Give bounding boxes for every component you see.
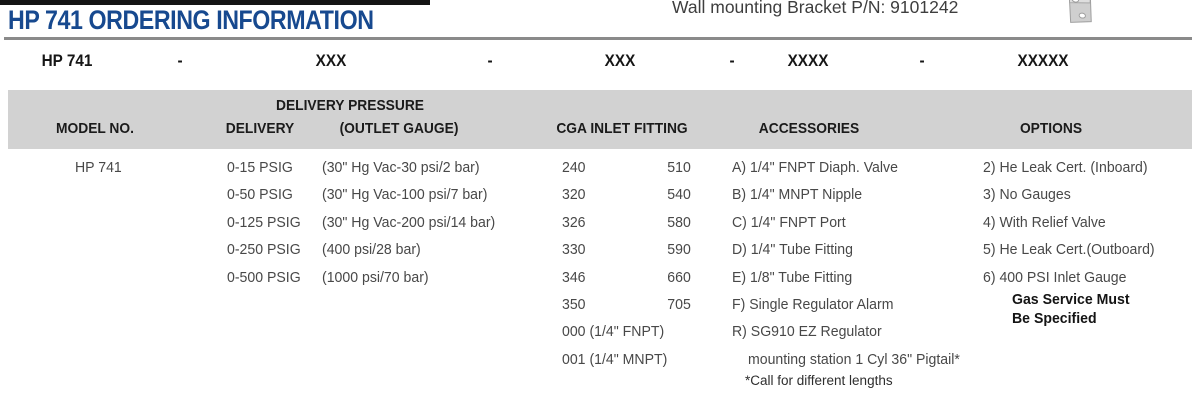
pn-cga-placeholder: XXX: [604, 51, 636, 70]
outlet-gauge-column: [322, 154, 495, 291]
cga-row: [562, 264, 691, 291]
cga-column: [562, 154, 691, 373]
outlet-gauge-value: (400 psi/28 bar): [322, 241, 421, 259]
cga-value: 705: [667, 296, 691, 314]
header-outlet-gauge: (OUTLET GAUGE): [339, 120, 459, 137]
delivery-value: 0-125 PSIG: [227, 213, 301, 231]
accessory-item: D) 1/4" Tube Fitting: [732, 241, 853, 259]
cga-fitting-option: 000 (1/4" FNPT): [562, 323, 665, 341]
cga-row: [562, 154, 691, 181]
cga-value: 240: [562, 159, 586, 176]
accessories-column: [732, 154, 960, 373]
delivery-value: 0-250 PSIG: [227, 241, 301, 259]
header-cga-inlet-fitting: CGA INLET FITTING: [556, 120, 688, 137]
header-model-no: MODEL NO.: [56, 120, 134, 137]
accessories-footnote: *Call for different lengths: [745, 373, 893, 388]
cga-row: [562, 181, 691, 208]
gas-service-note-line: Gas Service Must: [1012, 291, 1130, 308]
cga-value: 510: [667, 159, 691, 176]
pn-model: HP 741: [41, 51, 93, 70]
option-item: 5) He Leak Cert.(Outboard): [983, 241, 1155, 259]
delivery-column: [227, 154, 301, 291]
outlet-gauge-value: (30" Hg Vac-30 psi/2 bar): [322, 159, 480, 176]
wall-bracket-note: Wall mounting Bracket P/N: 9101242: [672, 0, 959, 17]
option-item: 4) With Relief Valve: [983, 213, 1106, 231]
delivery-value: 0-500 PSIG: [227, 268, 301, 286]
header-delivery: DELIVERY: [225, 120, 295, 137]
accessory-item: C) 1/4" FNPT Port: [732, 213, 846, 231]
outlet-gauge-value: (30" Hg Vac-100 psi/7 bar): [322, 186, 488, 204]
pn-options-placeholder: XXXXX: [1017, 51, 1069, 70]
header-options: OPTIONS: [1019, 120, 1083, 137]
outlet-gauge-value: (1000 psi/70 bar): [322, 268, 429, 286]
cga-value: 350: [562, 296, 586, 314]
delivery-value: 0-15 PSIG: [227, 159, 293, 176]
cga-value: 660: [667, 268, 691, 286]
cga-row: [562, 291, 691, 318]
outlet-gauge-value: (30" Hg Vac-200 psi/14 bar): [322, 213, 496, 231]
pn-dash-3: -: [729, 51, 735, 70]
pn-delivery-placeholder: XXX: [315, 51, 347, 70]
model-column: [75, 154, 122, 181]
accessory-item: B) 1/4" MNPT Nipple: [732, 186, 863, 204]
option-item: 3) No Gauges: [983, 186, 1071, 204]
cga-row: [562, 209, 691, 236]
options-column: [983, 154, 1155, 291]
table-header-band: [8, 90, 1192, 149]
pn-dash-1: -: [177, 51, 183, 70]
pn-dash-4: -: [919, 51, 925, 70]
title-divider-rule: [4, 37, 1192, 40]
wall-bracket-icon: [1046, 0, 1103, 36]
cga-value: 346: [562, 268, 586, 286]
cga-value: 580: [667, 213, 691, 231]
model-value: HP 741: [75, 159, 122, 176]
gas-service-note-line: Be Specified: [1012, 310, 1097, 327]
cga-row: [562, 236, 691, 263]
option-item: 2) He Leak Cert. (Inboard): [983, 159, 1148, 176]
cga-value: 326: [562, 213, 586, 231]
accessory-item: A) 1/4" FNPT Diaph. Valve: [732, 159, 898, 176]
header-delivery-pressure-group: DELIVERY PRESSURE: [275, 97, 425, 114]
gas-service-note: [1012, 290, 1130, 328]
page-title: HP 741 ORDERING INFORMATION: [8, 5, 374, 35]
cga-value: 320: [562, 186, 586, 204]
cga-value: 330: [562, 241, 586, 259]
header-accessories: ACCESSORIES: [758, 120, 860, 137]
accessory-item: E) 1/8" Tube Fitting: [732, 268, 853, 286]
cga-fitting-option: 001 (1/4" MNPT): [562, 350, 668, 368]
accessory-item-continuation: mounting station 1 Cyl 36" Pigtail*: [747, 350, 960, 368]
cga-value: 540: [667, 186, 691, 204]
accessory-item: F) Single Regulator Alarm: [732, 296, 894, 314]
pn-dash-2: -: [487, 51, 493, 70]
accessory-item: R) SG910 EZ Regulator: [732, 323, 882, 341]
delivery-value: 0-50 PSIG: [227, 186, 293, 204]
option-item: 6) 400 PSI Inlet Gauge: [983, 268, 1127, 286]
cga-value: 590: [667, 241, 691, 259]
pn-accessories-placeholder: XXXX: [787, 51, 829, 70]
